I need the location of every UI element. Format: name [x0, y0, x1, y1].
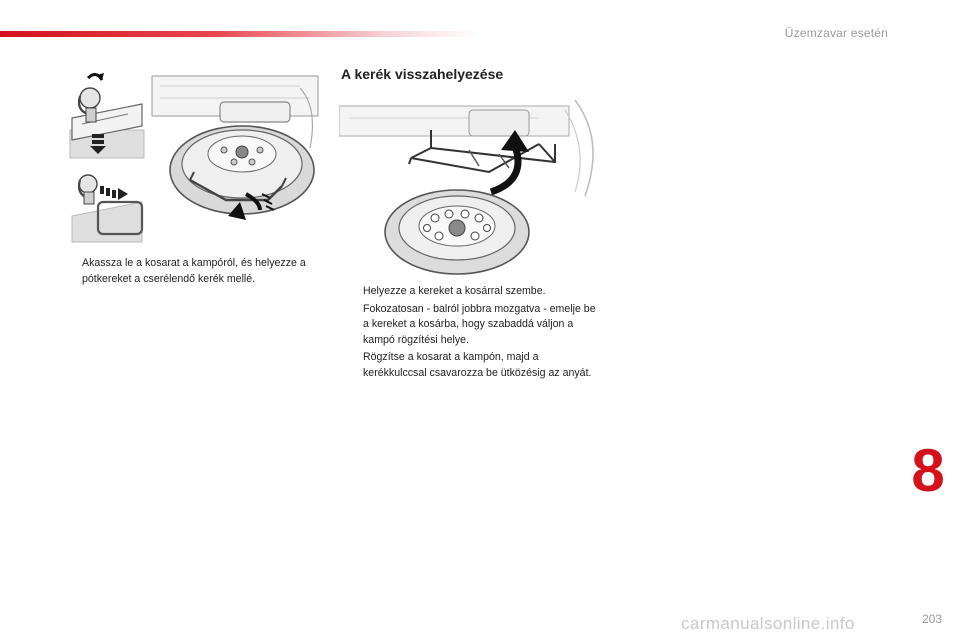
chapter-number: 8 [911, 437, 945, 504]
chapter-title: Üzemzavar esetén [784, 26, 888, 40]
header-accent-bar [0, 31, 480, 37]
instruction-text: Helyezze a kereket a kosárral szembe. [363, 285, 546, 297]
instruction-text: Akassza le a kosarat a kampóról, és helyezze a pótkereket a cserélendő kerék mellé. [82, 257, 306, 285]
instruction-text: Rögzítse a kosarat a kampón, majd a kerékkulccsal csavarozza be ütközésig az anyát. [363, 351, 592, 379]
hook-detail-illustration [68, 68, 146, 244]
left-instruction-list [60, 256, 322, 289]
instruction-item [341, 302, 601, 349]
wheel-basket-illustration [339, 100, 603, 276]
section-heading: A kerék visszahelyezése [341, 66, 504, 82]
right-instruction-list [341, 284, 601, 383]
watermark: carmanualsonline.info [681, 614, 855, 633]
page-number: 203 [921, 612, 942, 626]
instruction-text: Fokozatosan - balról jobbra mozgatva - emelje be a kereket a kosárba, hogy szabaddá váljon a kampó rögzítési helye. [363, 302, 596, 346]
basket-lowering-illustration [150, 68, 320, 240]
instruction-item [341, 350, 601, 381]
instruction-item [60, 256, 322, 287]
instruction-item [341, 284, 601, 300]
